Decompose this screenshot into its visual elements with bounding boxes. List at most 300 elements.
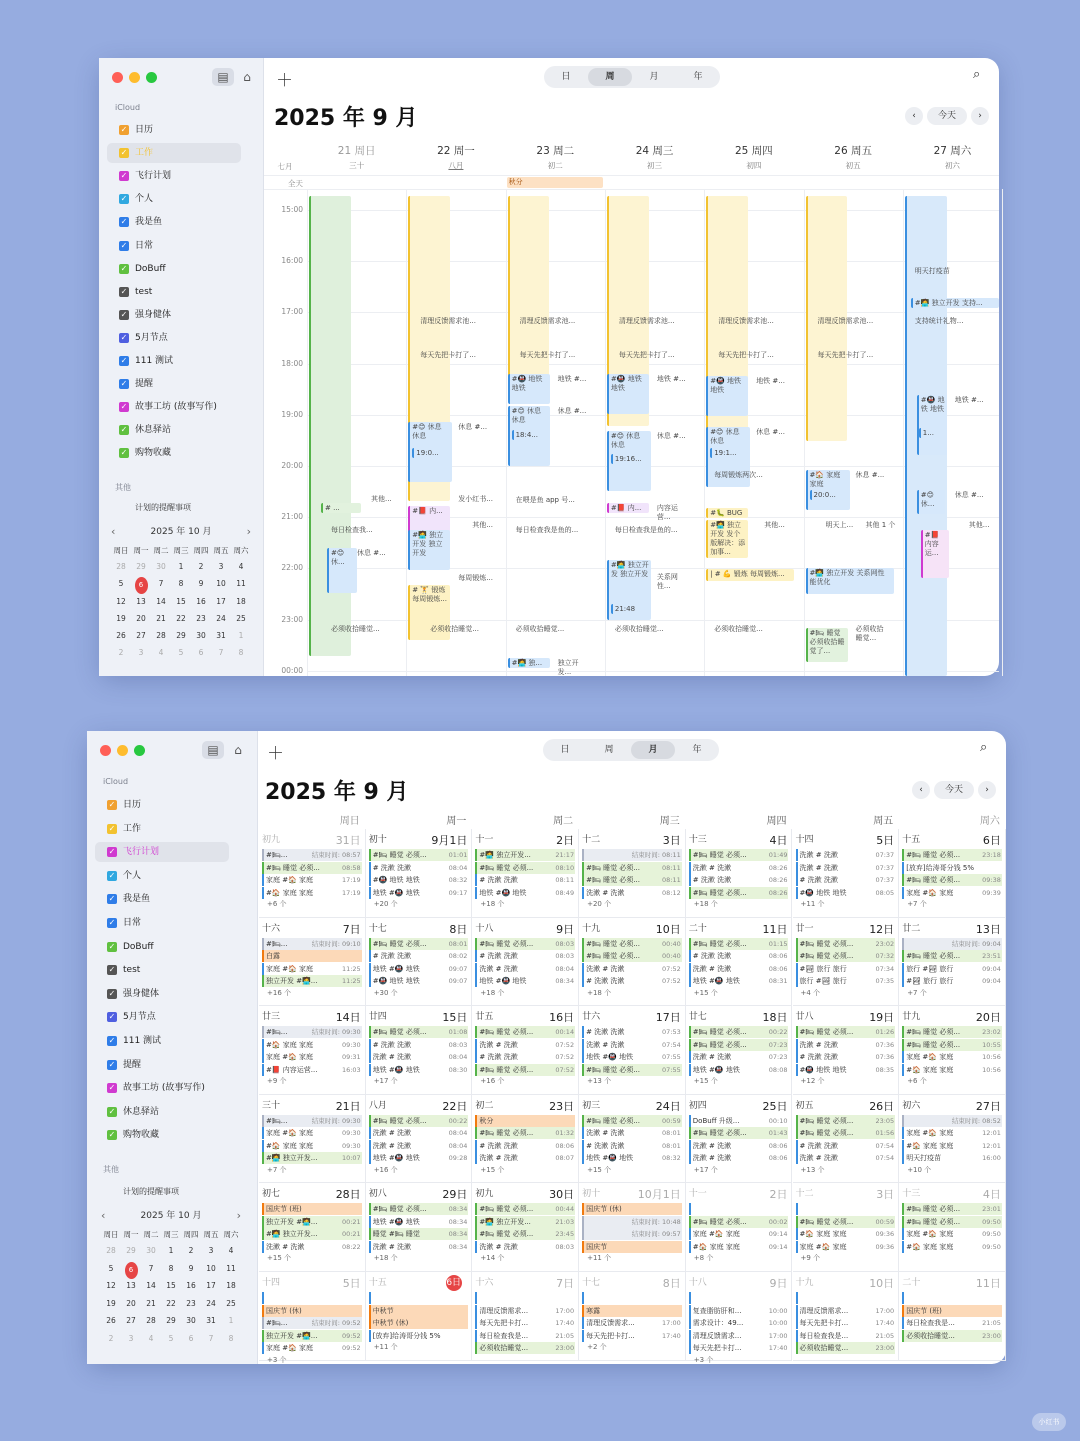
month-event[interactable] bbox=[796, 1317, 896, 1329]
mini-day[interactable]: 3 bbox=[218, 562, 224, 571]
mini-day[interactable]: 26 bbox=[106, 1316, 116, 1325]
day-header[interactable] bbox=[307, 143, 406, 171]
mini-day[interactable]: 31 bbox=[206, 1316, 216, 1325]
month-event[interactable] bbox=[582, 1039, 682, 1051]
calendar-event[interactable]: 必须收拾睡觉... bbox=[515, 625, 565, 633]
mini-day[interactable]: 7 bbox=[158, 579, 164, 589]
month-event[interactable] bbox=[369, 963, 469, 975]
mini-day[interactable]: 2 bbox=[198, 562, 204, 571]
calendar-event[interactable]: 必须收拾睡觉... bbox=[714, 625, 763, 633]
month-event[interactable] bbox=[582, 1330, 682, 1342]
month-event[interactable] bbox=[475, 862, 575, 874]
month-event[interactable] bbox=[902, 950, 1002, 962]
mini-day[interactable]: 2 bbox=[118, 648, 124, 658]
month-event[interactable] bbox=[262, 1216, 362, 1228]
mini-day[interactable]: 12 bbox=[106, 1281, 116, 1290]
mini-day[interactable]: 1 bbox=[168, 1246, 174, 1255]
mini-day[interactable]: 30 bbox=[196, 631, 206, 641]
checkbox-icon[interactable]: ✓ bbox=[108, 1106, 116, 1116]
calendar-item[interactable] bbox=[107, 120, 241, 140]
more-events-link[interactable]: +13 个 bbox=[587, 1077, 612, 1086]
more-events-link[interactable]: +7 个 bbox=[267, 1165, 287, 1174]
day-cell[interactable] bbox=[259, 1006, 366, 1095]
mini-day[interactable]: 24 bbox=[206, 1298, 216, 1308]
calendar-item[interactable] bbox=[95, 842, 229, 862]
more-events-link[interactable]: +8 个 bbox=[693, 1254, 714, 1263]
month-event[interactable] bbox=[902, 1241, 1002, 1253]
mini-day[interactable]: 1 bbox=[228, 1316, 234, 1325]
mini-day[interactable]: 1 bbox=[178, 562, 184, 571]
month-event[interactable] bbox=[796, 938, 896, 950]
month-event[interactable] bbox=[689, 887, 789, 899]
close-button[interactable] bbox=[100, 745, 111, 756]
zoom-button[interactable] bbox=[146, 72, 157, 83]
day-cell[interactable] bbox=[366, 918, 473, 1007]
day-cell[interactable] bbox=[472, 829, 579, 918]
month-event[interactable] bbox=[796, 1051, 896, 1063]
month-event[interactable] bbox=[369, 975, 469, 987]
day-cell[interactable] bbox=[472, 918, 579, 1007]
month-event[interactable] bbox=[796, 1342, 896, 1354]
mini-day[interactable]: 29 bbox=[126, 1246, 136, 1255]
more-events-link[interactable]: +15 个 bbox=[693, 988, 718, 997]
month-event[interactable] bbox=[902, 1064, 1002, 1076]
calendar-event[interactable]: 每日检查我是鱼的... bbox=[614, 526, 678, 534]
calendar-event[interactable]: 18:4... bbox=[512, 430, 550, 440]
checkbox-icon[interactable]: ✓ bbox=[108, 1059, 116, 1069]
more-events-link[interactable]: +20 个 bbox=[373, 900, 398, 908]
calendar-event[interactable]: 休息 #... bbox=[756, 428, 785, 436]
mini-day[interactable]: 25 bbox=[236, 613, 246, 623]
calendar-event[interactable]: 关系网性... bbox=[656, 573, 678, 590]
month-event[interactable] bbox=[796, 849, 896, 861]
calendar-event[interactable]: 每天先把卡打了... bbox=[718, 351, 774, 359]
calendar-event[interactable]: #🛏 睡觉 必须收拾睡觉了... bbox=[806, 628, 848, 662]
today-marker[interactable]: 6 bbox=[125, 1262, 138, 1279]
month-event[interactable] bbox=[475, 1039, 575, 1051]
mini-day[interactable]: 30 bbox=[156, 562, 166, 571]
mini-day[interactable]: 30 bbox=[146, 1246, 156, 1255]
more-events-link[interactable]: +9 个 bbox=[267, 1077, 287, 1086]
calendar-item[interactable] bbox=[95, 866, 229, 886]
more-events-link[interactable]: +2 个 bbox=[587, 1343, 607, 1351]
month-event[interactable] bbox=[475, 1115, 575, 1127]
month-event[interactable] bbox=[689, 849, 789, 861]
inbox-icon[interactable]: ⌂ bbox=[243, 70, 251, 84]
mini-day[interactable]: 29 bbox=[136, 562, 146, 571]
mini-day[interactable]: 1 bbox=[238, 631, 244, 641]
month-event[interactable] bbox=[262, 1292, 362, 1304]
calendar-event[interactable]: 其他... bbox=[764, 521, 785, 529]
checkbox-icon[interactable]: ✓ bbox=[120, 263, 128, 273]
calendar-item[interactable] bbox=[107, 189, 241, 209]
calendar-event[interactable]: #😊 休... bbox=[327, 548, 357, 593]
month-event[interactable] bbox=[262, 963, 362, 975]
month-event[interactable] bbox=[582, 849, 682, 861]
month-event[interactable] bbox=[369, 1228, 469, 1240]
calendar-event[interactable]: 其他... bbox=[472, 521, 493, 529]
calendar-event[interactable]: #😊 休息 休息 bbox=[706, 427, 750, 487]
mini-day[interactable]: 20 bbox=[136, 613, 146, 623]
mini-day[interactable]: 28 bbox=[116, 562, 126, 571]
month-event[interactable] bbox=[902, 1039, 1002, 1051]
month-event[interactable] bbox=[369, 1026, 469, 1038]
day-cell[interactable] bbox=[259, 1095, 366, 1184]
mini-day[interactable]: 11 bbox=[226, 1263, 236, 1273]
today-button[interactable]: 今天 bbox=[927, 107, 967, 125]
month-event[interactable] bbox=[475, 1241, 575, 1253]
month-event[interactable] bbox=[582, 1216, 682, 1228]
calendar-item[interactable] bbox=[107, 420, 241, 440]
today-marker[interactable]: 6 bbox=[135, 577, 148, 594]
month-event[interactable] bbox=[902, 1127, 1002, 1139]
calendar-item[interactable] bbox=[95, 913, 229, 933]
calendar-event[interactable]: #🧑‍💻 独立开发 支持... bbox=[911, 298, 999, 308]
checkbox-icon[interactable]: ✓ bbox=[108, 870, 116, 880]
more-events-link[interactable]: +17 个 bbox=[373, 1077, 398, 1086]
mini-day[interactable]: 28 bbox=[106, 1246, 116, 1255]
checkbox-icon[interactable]: ✓ bbox=[108, 1036, 116, 1045]
month-event[interactable] bbox=[262, 1305, 362, 1317]
month-event[interactable] bbox=[582, 1152, 682, 1164]
day-cell[interactable] bbox=[793, 1183, 900, 1272]
checkbox-icon[interactable]: ✓ bbox=[108, 988, 116, 998]
month-event[interactable] bbox=[689, 1039, 789, 1051]
month-event[interactable] bbox=[262, 1342, 362, 1354]
month-event[interactable] bbox=[902, 963, 1002, 975]
month-event[interactable] bbox=[475, 950, 575, 962]
inbox-icon[interactable]: ⌂ bbox=[234, 743, 242, 757]
day-header[interactable] bbox=[406, 143, 505, 171]
month-event[interactable] bbox=[582, 1064, 682, 1076]
mini-day[interactable]: 5 bbox=[118, 579, 124, 589]
more-events-link[interactable]: +6 个 bbox=[907, 1077, 927, 1086]
day-cell[interactable] bbox=[899, 1095, 1006, 1184]
calendar-item[interactable] bbox=[95, 984, 229, 1004]
month-event[interactable] bbox=[796, 1203, 896, 1215]
month-event[interactable] bbox=[902, 862, 1002, 874]
month-event[interactable] bbox=[689, 1140, 789, 1152]
calendar-event[interactable]: 必须收拾睡觉... bbox=[331, 625, 380, 633]
next-button[interactable]: › bbox=[971, 107, 989, 125]
mini-day[interactable]: 4 bbox=[158, 648, 164, 658]
month-event[interactable] bbox=[582, 1026, 682, 1038]
calendar-item[interactable] bbox=[95, 1102, 229, 1122]
mini-day[interactable]: 8 bbox=[238, 648, 244, 658]
checkbox-icon[interactable]: ✓ bbox=[108, 1083, 116, 1093]
month-event[interactable] bbox=[475, 1228, 575, 1240]
search-icon[interactable]: ⌕ bbox=[980, 740, 988, 755]
mini-day[interactable]: 5 bbox=[168, 1333, 174, 1343]
day-cell[interactable] bbox=[899, 918, 1006, 1007]
calendar-item[interactable] bbox=[107, 397, 241, 417]
more-events-link[interactable]: +30 个 bbox=[373, 988, 398, 997]
calendar-item[interactable] bbox=[107, 282, 241, 302]
mini-day[interactable]: 10 bbox=[206, 1263, 216, 1273]
calendar-event[interactable]: 每日检查我... bbox=[331, 526, 373, 534]
checkbox-icon[interactable]: ✓ bbox=[108, 1130, 116, 1140]
more-events-link[interactable]: +9 个 bbox=[800, 1254, 821, 1263]
month-event[interactable] bbox=[475, 1330, 575, 1342]
search-icon[interactable]: ⌕ bbox=[973, 67, 981, 82]
month-event[interactable] bbox=[369, 1292, 469, 1304]
checkbox-icon[interactable]: ✓ bbox=[108, 918, 116, 927]
mini-day[interactable]: 23 bbox=[196, 613, 206, 623]
month-event[interactable] bbox=[689, 1342, 789, 1354]
mini-day[interactable]: 22 bbox=[176, 613, 186, 623]
mini-day[interactable]: 4 bbox=[148, 1333, 154, 1343]
calendar-list-icon[interactable]: ▤ bbox=[202, 741, 224, 759]
month-event[interactable] bbox=[689, 1051, 789, 1063]
close-button[interactable] bbox=[112, 72, 123, 83]
mini-day[interactable]: 14 bbox=[156, 596, 166, 606]
mini-day[interactable]: 30 bbox=[186, 1316, 196, 1325]
calendar-event[interactable]: 休息 #... bbox=[656, 432, 686, 440]
month-event[interactable] bbox=[902, 1203, 1002, 1215]
month-event[interactable] bbox=[796, 963, 896, 975]
month-event[interactable] bbox=[689, 874, 789, 886]
calendar-event[interactable]: 休息 #... bbox=[557, 407, 587, 415]
checkbox-icon[interactable]: ✓ bbox=[120, 240, 128, 250]
month-event[interactable] bbox=[475, 1064, 575, 1076]
month-event[interactable] bbox=[582, 1241, 682, 1253]
month-event[interactable] bbox=[582, 862, 682, 874]
prev-button[interactable]: ‹ bbox=[912, 781, 930, 799]
month-event[interactable] bbox=[475, 1203, 575, 1215]
calendar-event[interactable]: 每天先把卡打了... bbox=[817, 351, 874, 359]
calendar-event[interactable]: 休息 #... bbox=[954, 491, 984, 499]
mini-day[interactable]: 21 bbox=[156, 613, 166, 623]
day-cell[interactable] bbox=[366, 829, 473, 918]
mini-day[interactable]: 24 bbox=[216, 613, 226, 623]
month-event[interactable] bbox=[902, 1330, 1002, 1342]
zoom-button[interactable] bbox=[134, 745, 145, 756]
day-cell[interactable] bbox=[686, 918, 793, 1007]
month-event[interactable] bbox=[689, 1064, 789, 1076]
calendar-item[interactable] bbox=[95, 889, 229, 909]
checkbox-icon[interactable]: ✓ bbox=[120, 148, 128, 158]
month-event[interactable] bbox=[475, 1317, 575, 1329]
month-event[interactable] bbox=[369, 1051, 469, 1063]
more-events-link[interactable]: +12 个 bbox=[800, 1077, 825, 1086]
calendar-event[interactable]: 休息 #... bbox=[855, 471, 885, 479]
calendar-item[interactable] bbox=[95, 819, 229, 839]
checkbox-icon[interactable]: ✓ bbox=[120, 448, 128, 458]
day-cell[interactable] bbox=[366, 1183, 473, 1272]
chevron-right-icon[interactable]: › bbox=[236, 1209, 241, 1222]
month-event[interactable] bbox=[796, 1140, 896, 1152]
month-event[interactable] bbox=[262, 950, 362, 962]
calendar-event[interactable]: 休息 #... bbox=[357, 549, 386, 557]
day-cell[interactable] bbox=[686, 1006, 793, 1095]
minimize-button[interactable] bbox=[117, 745, 128, 756]
month-event[interactable] bbox=[475, 1216, 575, 1228]
month-event[interactable] bbox=[796, 1292, 896, 1304]
checkbox-icon[interactable]: ✓ bbox=[108, 823, 116, 833]
mini-day[interactable]: 10 bbox=[216, 579, 226, 589]
mini-day[interactable]: 6 bbox=[188, 1333, 194, 1343]
more-events-link[interactable]: +17 个 bbox=[693, 1165, 718, 1174]
month-event[interactable] bbox=[262, 1064, 362, 1076]
month-event[interactable] bbox=[582, 1228, 682, 1240]
month-event[interactable] bbox=[475, 887, 575, 899]
month-event[interactable] bbox=[796, 1064, 896, 1076]
month-event[interactable] bbox=[582, 938, 682, 950]
more-events-link[interactable]: +4 个 bbox=[800, 988, 821, 997]
mini-day[interactable] bbox=[131, 575, 151, 592]
month-event[interactable] bbox=[369, 1064, 469, 1076]
month-event[interactable] bbox=[582, 1115, 682, 1127]
tab-month[interactable]: 月 bbox=[631, 741, 675, 759]
month-event[interactable] bbox=[369, 862, 469, 874]
calendar-list-icon[interactable]: ▤ bbox=[212, 68, 234, 86]
mini-day[interactable]: 22 bbox=[166, 1298, 176, 1308]
mini-day[interactable]: 29 bbox=[166, 1316, 176, 1325]
day-cell[interactable] bbox=[579, 1183, 686, 1272]
day-cell[interactable] bbox=[472, 1272, 579, 1361]
calendar-event[interactable]: | # 💪 锻炼 每周锻炼... bbox=[706, 569, 794, 581]
month-event[interactable] bbox=[369, 938, 469, 950]
month-event[interactable] bbox=[902, 1140, 1002, 1152]
month-event[interactable] bbox=[902, 849, 1002, 861]
month-event[interactable] bbox=[582, 874, 682, 886]
month-event[interactable] bbox=[475, 1140, 575, 1152]
calendar-event[interactable]: #🏠 家庭 家庭 bbox=[806, 470, 850, 510]
month-event[interactable] bbox=[689, 1026, 789, 1038]
calendar-event[interactable]: 地铁 #... bbox=[656, 375, 686, 383]
chevron-left-icon[interactable]: ‹ bbox=[101, 1209, 106, 1222]
more-events-link[interactable]: +3 个 bbox=[693, 1355, 714, 1364]
mini-day[interactable]: 8 bbox=[168, 1263, 174, 1273]
more-events-link[interactable]: +6 个 bbox=[267, 900, 287, 908]
calendar-item[interactable] bbox=[95, 1007, 229, 1027]
checkbox-icon[interactable]: ✓ bbox=[120, 402, 128, 412]
more-events-link[interactable]: +3 个 bbox=[267, 1355, 287, 1364]
mini-day[interactable]: 16 bbox=[196, 596, 206, 606]
more-events-link[interactable]: +7 个 bbox=[907, 900, 927, 908]
day-cell[interactable] bbox=[899, 829, 1006, 918]
month-event[interactable] bbox=[369, 1241, 469, 1253]
mini-day[interactable]: 2 bbox=[108, 1333, 114, 1343]
month-event[interactable] bbox=[262, 1228, 362, 1240]
month-event[interactable] bbox=[262, 975, 362, 987]
month-event[interactable] bbox=[689, 1152, 789, 1164]
calendar-item[interactable] bbox=[107, 143, 241, 163]
checkbox-icon[interactable]: ✓ bbox=[120, 125, 128, 134]
more-events-link[interactable]: +15 个 bbox=[267, 1254, 291, 1263]
calendar-event[interactable]: 1... bbox=[919, 428, 947, 438]
calendar-event[interactable]: #😊 休息 休息 bbox=[607, 431, 651, 491]
mini-day[interactable]: 29 bbox=[176, 631, 186, 641]
calendar-item[interactable] bbox=[95, 795, 229, 815]
calendar-event[interactable]: 明天打疫苗 bbox=[914, 267, 950, 275]
month-event[interactable] bbox=[689, 1241, 789, 1253]
month-event[interactable] bbox=[262, 1026, 362, 1038]
day-cell[interactable] bbox=[366, 1006, 473, 1095]
month-event[interactable] bbox=[902, 1292, 1002, 1304]
month-event[interactable] bbox=[796, 950, 896, 962]
calendar-event[interactable]: 休息 #... bbox=[458, 423, 488, 431]
calendar-event[interactable]: #🚇 地铁 地铁 bbox=[607, 374, 649, 414]
mini-day[interactable]: 17 bbox=[206, 1281, 216, 1290]
calendar-event[interactable]: 地铁 #... bbox=[756, 377, 785, 385]
month-event[interactable] bbox=[689, 1216, 789, 1228]
month-event[interactable] bbox=[369, 1203, 469, 1215]
mini-day[interactable]: 3 bbox=[128, 1333, 134, 1343]
checkbox-icon[interactable]: ✓ bbox=[108, 1012, 116, 1022]
next-button[interactable]: › bbox=[978, 781, 996, 799]
month-event[interactable] bbox=[902, 975, 1002, 987]
month-event[interactable] bbox=[582, 950, 682, 962]
day-cell[interactable] bbox=[579, 1095, 686, 1184]
month-event[interactable] bbox=[369, 950, 469, 962]
calendar-item[interactable] bbox=[95, 1125, 229, 1145]
more-events-link[interactable]: +15 个 bbox=[587, 1165, 612, 1174]
day-cell[interactable] bbox=[579, 1272, 686, 1361]
day-header[interactable] bbox=[704, 143, 803, 171]
month-event[interactable] bbox=[262, 1152, 362, 1164]
calendar-event[interactable]: 每周锻炼两次... bbox=[714, 471, 763, 479]
month-event[interactable] bbox=[262, 1039, 362, 1051]
calendar-event[interactable]: 必须收拾睡觉... bbox=[614, 625, 664, 633]
calendar-event[interactable]: #🧑‍💻 独立开发 独立开发 bbox=[408, 530, 450, 570]
mini-day[interactable] bbox=[121, 1260, 141, 1278]
more-events-link[interactable]: +15 个 bbox=[480, 1165, 505, 1174]
more-events-link[interactable]: +16 个 bbox=[480, 1077, 505, 1086]
calendar-event[interactable]: 其他... bbox=[371, 495, 392, 503]
day-cell[interactable] bbox=[793, 1272, 900, 1361]
mini-day[interactable]: 19 bbox=[116, 613, 126, 623]
day-cell[interactable] bbox=[472, 1006, 579, 1095]
month-event[interactable] bbox=[796, 1152, 896, 1164]
month-event[interactable] bbox=[369, 874, 469, 886]
month-event[interactable] bbox=[369, 1317, 469, 1329]
month-event[interactable] bbox=[902, 1115, 1002, 1127]
month-event[interactable] bbox=[902, 1026, 1002, 1038]
mini-day[interactable]: 12 bbox=[116, 596, 126, 606]
month-event[interactable] bbox=[796, 862, 896, 874]
calendar-item[interactable] bbox=[95, 1055, 229, 1075]
month-event[interactable] bbox=[475, 849, 575, 861]
more-events-link[interactable]: +18 个 bbox=[373, 1254, 398, 1263]
calendar-event[interactable]: 清理反馈需求池... bbox=[718, 317, 774, 325]
month-event[interactable] bbox=[369, 1115, 469, 1127]
more-events-link[interactable]: +20 个 bbox=[587, 900, 612, 908]
month-event[interactable] bbox=[475, 1127, 575, 1139]
month-event[interactable] bbox=[475, 874, 575, 886]
mini-day[interactable]: 15 bbox=[166, 1281, 176, 1290]
calendar-event[interactable]: 其他 1 个 bbox=[865, 521, 896, 529]
month-event[interactable] bbox=[796, 1330, 896, 1342]
mini-day[interactable]: 9 bbox=[188, 1263, 194, 1273]
calendar-event[interactable]: 支持统计礼物... bbox=[914, 317, 964, 325]
tab-week[interactable]: 周 bbox=[588, 68, 632, 86]
mini-day[interactable]: 3 bbox=[208, 1246, 214, 1255]
calendar-event[interactable]: 19:0... bbox=[412, 448, 452, 458]
checkbox-icon[interactable]: ✓ bbox=[108, 894, 116, 904]
month-event[interactable] bbox=[369, 849, 469, 861]
minimize-button[interactable] bbox=[129, 72, 140, 83]
month-event[interactable] bbox=[689, 862, 789, 874]
reminders-item[interactable]: 计划的提醒事项 bbox=[135, 503, 191, 512]
more-events-link[interactable]: +14 个 bbox=[480, 1254, 505, 1263]
chevron-right-icon[interactable]: › bbox=[246, 525, 251, 538]
calendar-event[interactable]: 发小红书... bbox=[458, 495, 493, 503]
calendar-event[interactable]: # 🏋 锻炼 每周锻炼... bbox=[408, 585, 450, 640]
day-cell[interactable] bbox=[686, 1183, 793, 1272]
day-header[interactable] bbox=[804, 143, 903, 171]
month-event[interactable] bbox=[369, 1152, 469, 1164]
